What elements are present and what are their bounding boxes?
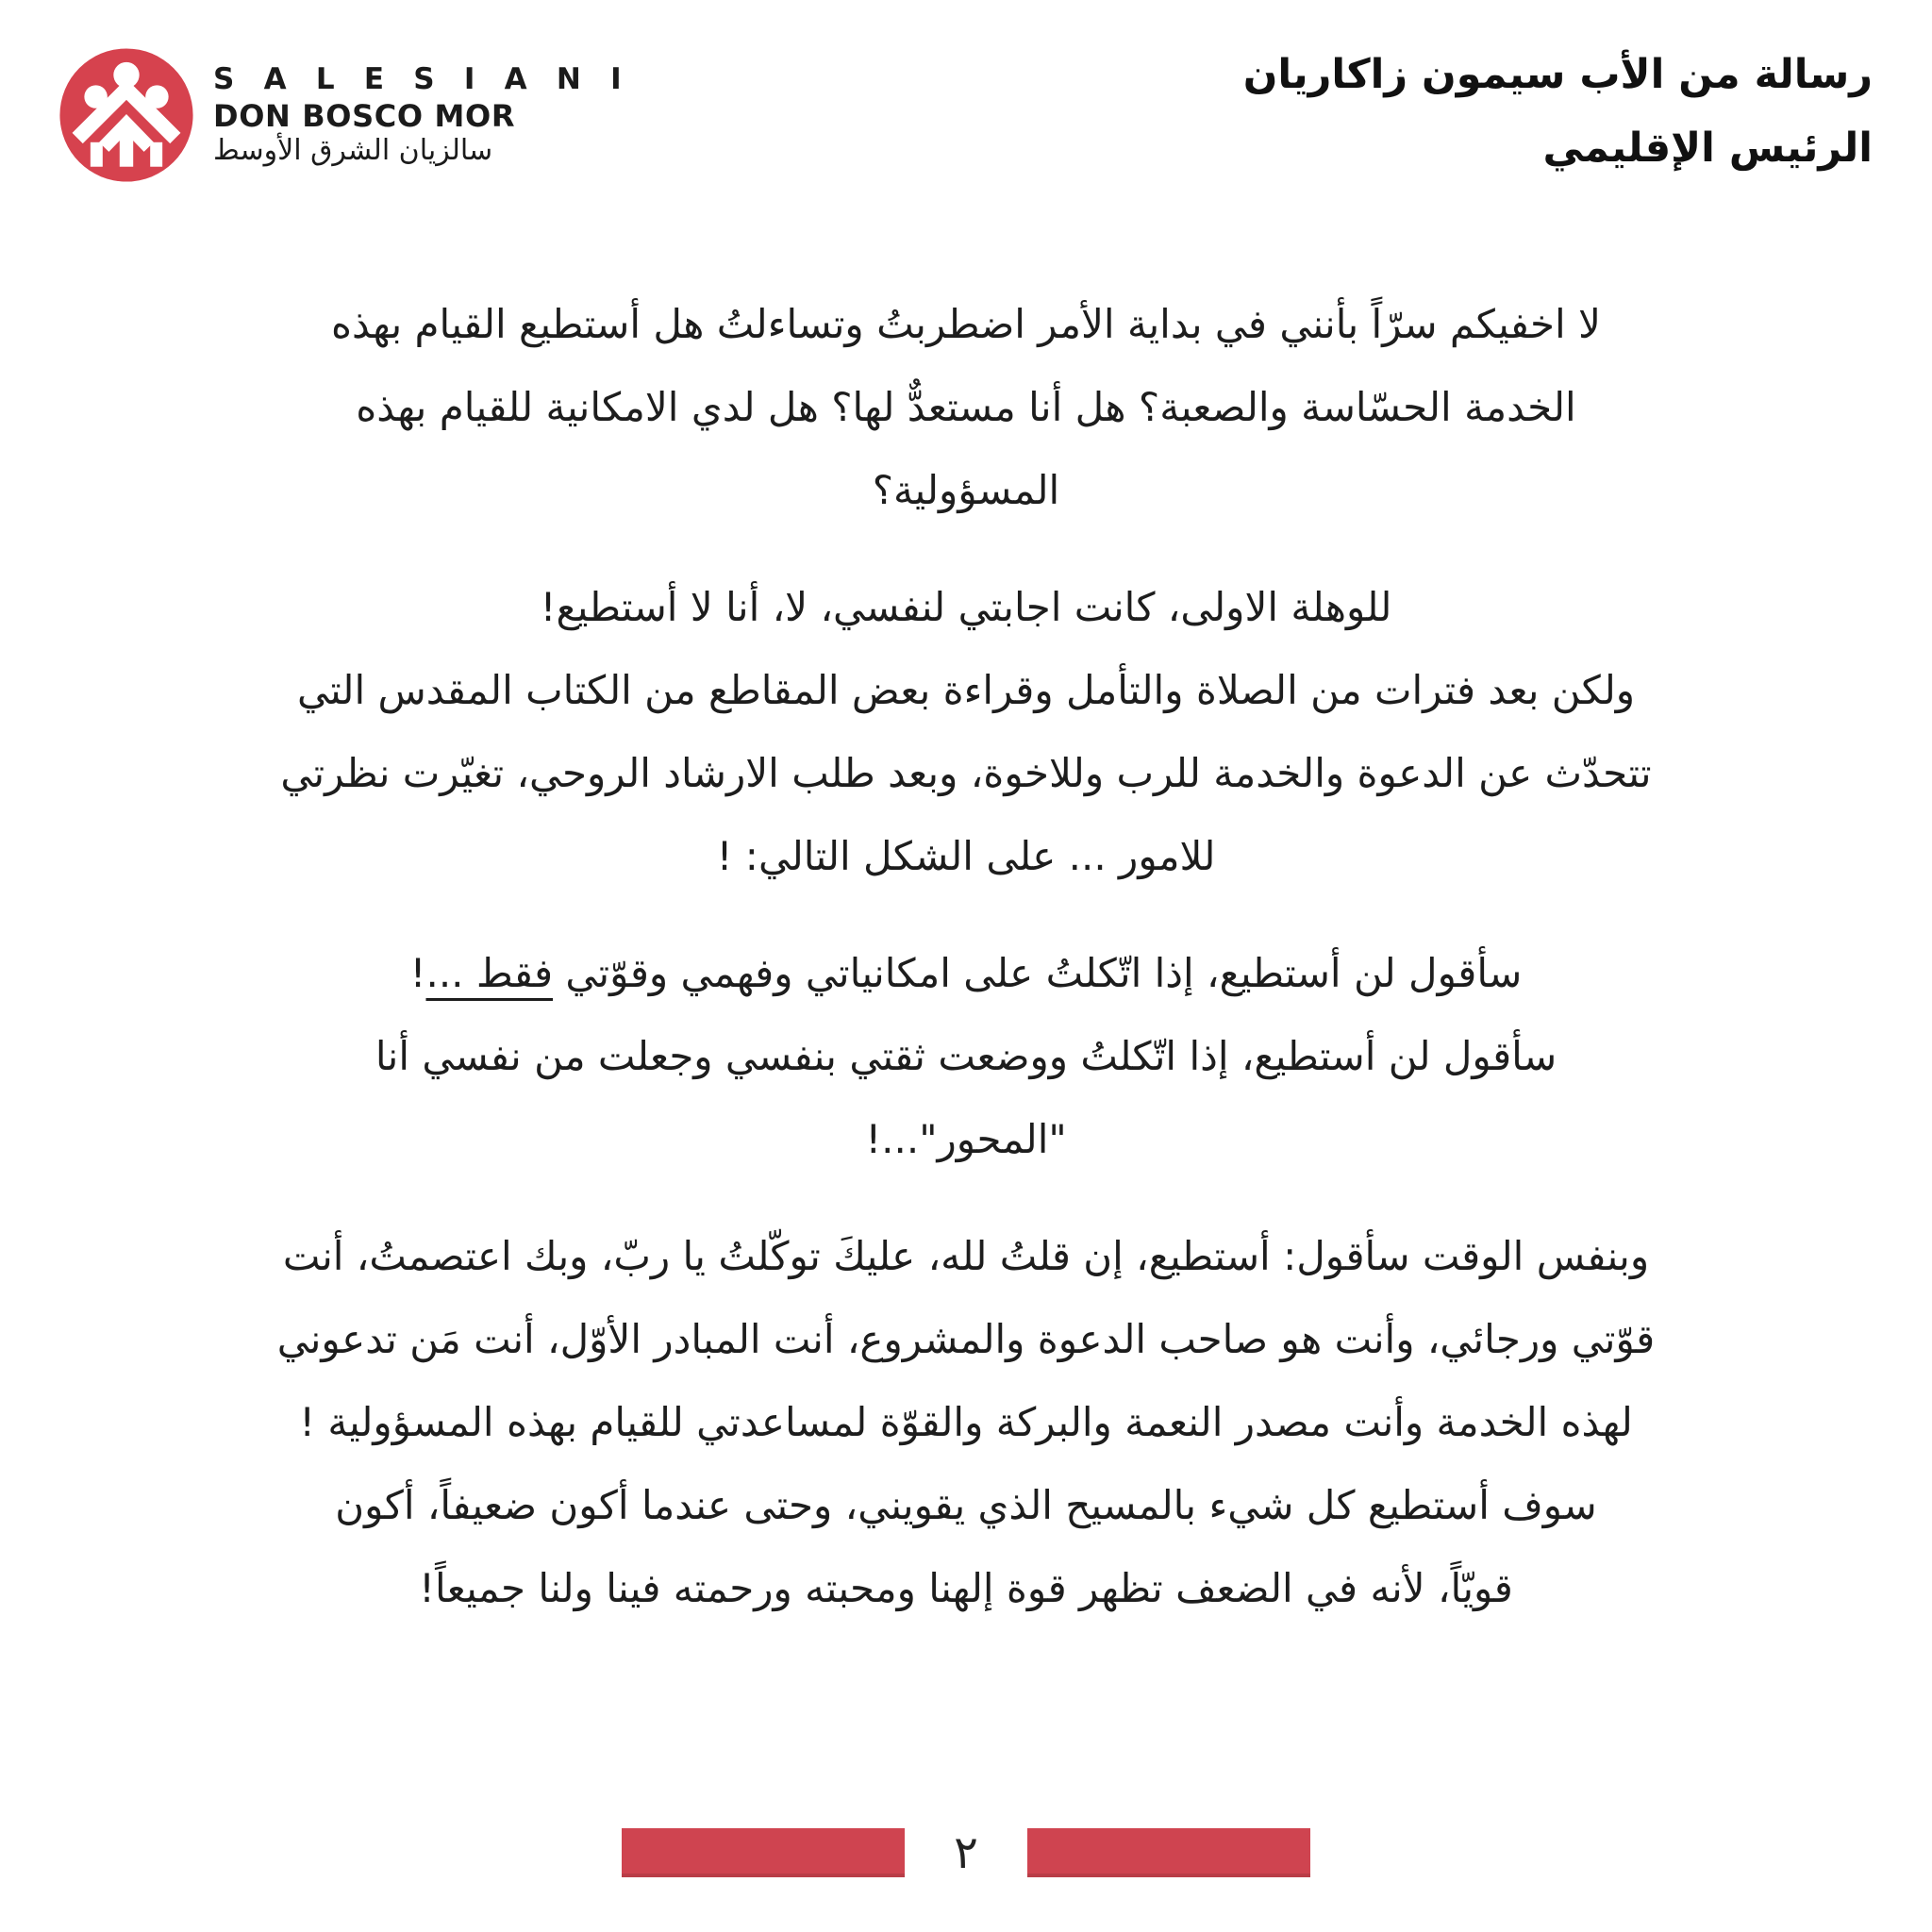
p4-line-2: قوّتي ورجائي، وأنت هو صاحب الدعوة والمشروع، أنت المبادر الأوّل، أنت مَن تدعوني <box>276 1316 1656 1362</box>
salesiani-don-bosco-logo-icon <box>58 47 194 183</box>
p3-line-1-end: ! <box>409 950 426 996</box>
p3-line-1-text: سأقول لن أستطيع، إذا اتّكلتُ على امكانياتي وفهمي وقوّتي <box>553 950 1523 996</box>
p4-line-5: قويّاً، لأنه في الضعف تظهر قوة إلهنا ومحبته ورحمته فينا ولنا جميعاً! <box>419 1565 1513 1611</box>
p1-line-2: الخدمة الحسّاسة والصعبة؟ هل أنا مستعدٌّ لها؟ هل لدي الامكانية للقيام بهذه <box>356 384 1576 430</box>
logo-block <box>58 47 631 183</box>
p2-line-3: تتحدّث عن الدعوة والخدمة للرب وللاخوة، وبعد طلب الارشاد الروحي، تغيّرت نظرتي <box>280 750 1652 796</box>
letter-title-line2: الرئيس الإقليمي <box>1542 125 1873 172</box>
letter-title <box>1243 38 1873 185</box>
p2-line-4: للامور ... على الشكل التالي: ! <box>716 833 1216 879</box>
p4-line-4: سوف أستطيع كل شيء بالمسيح الذي يقويني، وحتى عندما أكون ضعيفاً، أكون <box>335 1482 1597 1528</box>
p2-line-1: للوهلة الاولى، كانت اجابتي لنفسي، لا، أنا لا أستطيع! <box>540 584 1392 630</box>
page-footer <box>0 1828 1932 1877</box>
paragraph-2 <box>60 566 1872 898</box>
p2-line-2: ولكن بعد فترات من الصلاة والتأمل وقراءة بعض المقاطع من الكتاب المقدس التي <box>296 667 1636 713</box>
letter-body <box>60 283 1872 1664</box>
p4-line-1: وبنفس الوقت سأقول: أستطيع، إن قلتُ لله، عليكَ توكّلتُ يا ربّ، وبك اعتصمتُ، أنت <box>282 1233 1650 1279</box>
logo-wordmark <box>213 62 631 167</box>
p4-line-3: لهذه الخدمة وأنت مصدر النعمة والبركة والقوّة لمساعدتي للقيام بهذه المسؤولية ! <box>299 1399 1633 1445</box>
logo-name-latin: S A L E S I A N I <box>213 62 631 96</box>
logo-subname-latin: DON BOSCO MOR <box>213 98 516 134</box>
paragraph-1 <box>60 283 1872 532</box>
letter-title-line1: رسالة من الأب سيمون زاكاريان <box>1242 51 1873 98</box>
p3-line-2: سأقول لن أستطيع، إذا اتّكلتُ ووضعت ثقتي بنفسي وجعلت من نفسي أنا <box>375 1033 1557 1079</box>
p1-line-1: لا اخفيكم سرّاً بأنني في بداية الأمر اضطربتُ وتساءلتُ هل أستطيع القيام بهذه <box>331 301 1601 347</box>
logo-name-arabic: سالزيان الشرق الأوسط <box>213 134 493 167</box>
p3-line-3: "المحور"...! <box>865 1116 1067 1162</box>
footer-bar-right <box>1027 1828 1310 1877</box>
footer-bar-left <box>622 1828 905 1877</box>
page-number: ٢ <box>954 1826 978 1879</box>
p1-line-3: المسؤولية؟ <box>872 467 1060 513</box>
paragraph-4 <box>60 1215 1872 1630</box>
paragraph-3 <box>60 932 1872 1181</box>
p3-underlined-word: فقط ... <box>425 950 554 996</box>
